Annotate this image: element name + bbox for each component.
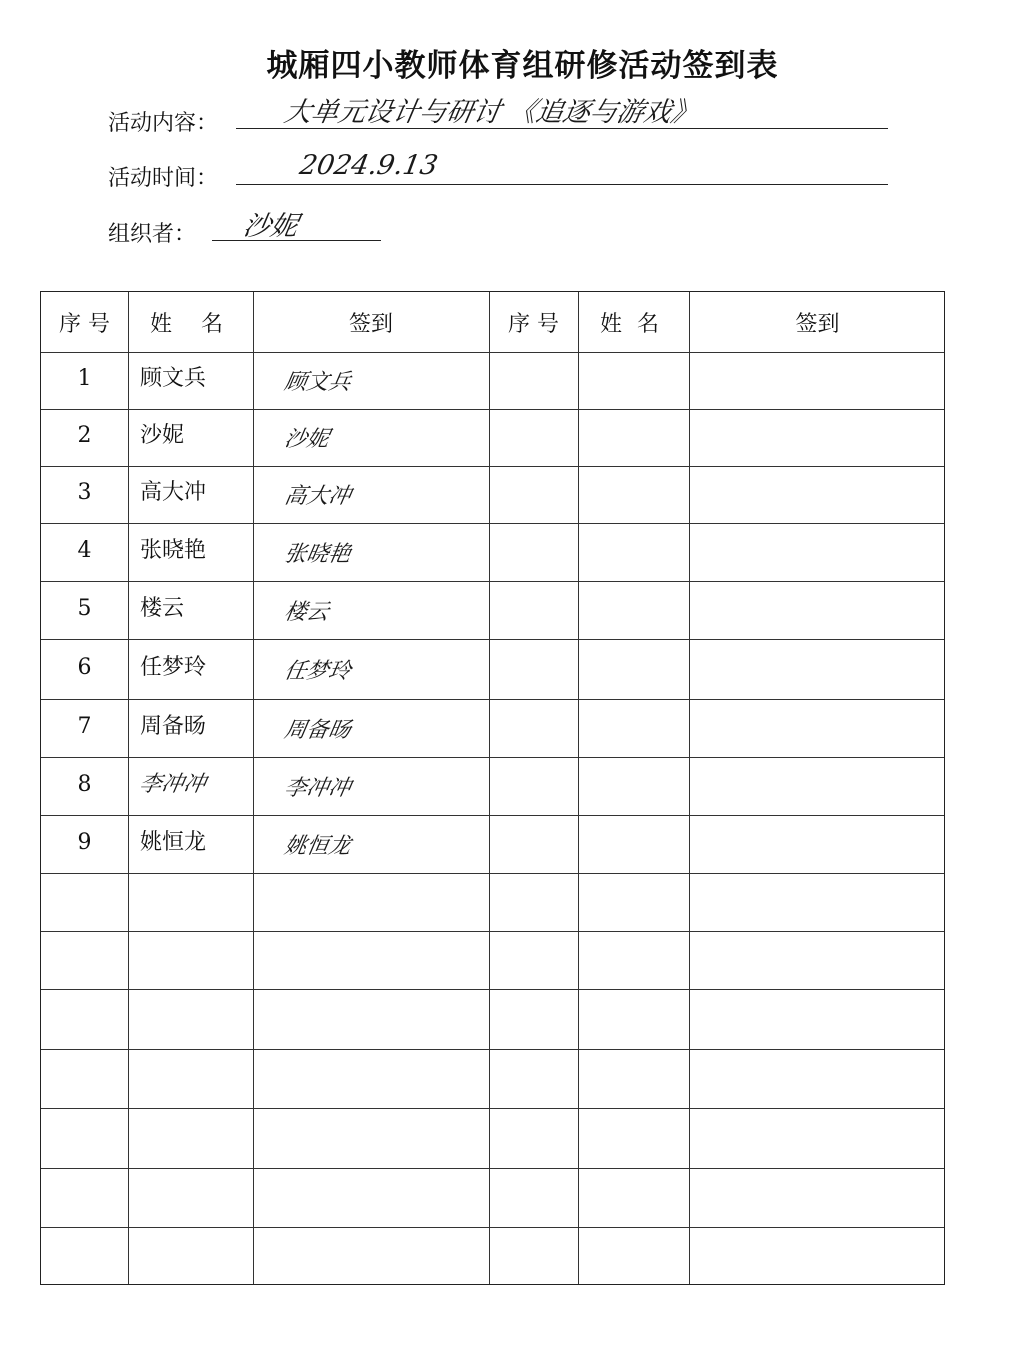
row-signature: 张晓艳	[282, 541, 353, 567]
table-column-divider	[578, 292, 579, 1284]
row-seq: 7	[77, 713, 92, 739]
table-row-divider	[41, 989, 944, 990]
header-name-second-right: 名	[637, 311, 660, 337]
row-seq: 3	[77, 480, 92, 505]
header-seq-left: 序 号	[59, 311, 110, 337]
table-column-divider	[689, 292, 690, 1284]
row-name: 高大冲	[140, 480, 207, 505]
table-row-divider	[41, 1049, 944, 1050]
row-signature: 楼云	[282, 599, 331, 625]
page-title: 城厢四小教师体育组研修活动签到表	[266, 48, 779, 84]
header-name-first-left: 姓	[150, 311, 173, 337]
organizer-underline	[212, 240, 381, 241]
table-row-divider	[41, 1168, 944, 1169]
table-row-divider	[41, 1108, 944, 1109]
row-name: 周备旸	[140, 713, 207, 739]
content-value: 大单元设计与研讨 《追逐与游戏》	[281, 97, 701, 128]
row-name: 姚恒龙	[140, 829, 207, 855]
row-seq: 4	[77, 537, 92, 563]
row-name: 任梦玲	[140, 654, 207, 680]
content-label: 活动内容：	[108, 111, 219, 136]
time-underline	[236, 184, 888, 185]
table-row-divider	[41, 931, 944, 932]
row-seq: 5	[77, 595, 92, 621]
row-signature: 高大冲	[282, 484, 353, 509]
table-row-divider	[41, 1227, 944, 1228]
row-name: 李冲冲	[137, 771, 208, 797]
time-value: 2024.9.13	[297, 150, 441, 181]
row-seq: 1	[77, 366, 92, 391]
header-sign-left: 签到	[348, 311, 393, 337]
row-signature: 李冲冲	[282, 775, 353, 801]
row-name: 顾文兵	[140, 366, 207, 391]
organizer-value: 沙妮	[240, 211, 301, 242]
sign-in-table	[40, 291, 945, 1285]
row-signature: 姚恒龙	[282, 833, 353, 859]
table-column-divider	[253, 292, 254, 1284]
row-name: 楼云	[140, 595, 185, 621]
row-signature: 沙妮	[282, 427, 331, 452]
table-column-divider	[489, 292, 490, 1284]
header-seq-right: 序 号	[508, 311, 559, 337]
table-column-divider	[128, 292, 129, 1284]
row-signature: 顾文兵	[282, 370, 353, 395]
row-seq: 6	[77, 654, 92, 680]
time-label: 活动时间：	[108, 166, 219, 191]
row-seq: 9	[77, 829, 92, 855]
organizer-label: 组织者：	[108, 222, 197, 247]
header-sign-right: 签到	[795, 311, 840, 337]
row-seq: 2	[77, 423, 92, 448]
header-name-first-right: 姓	[600, 311, 623, 337]
row-seq: 8	[77, 771, 92, 797]
row-signature: 任梦玲	[282, 658, 353, 684]
row-name: 沙妮	[140, 423, 185, 448]
table-row-divider	[41, 873, 944, 874]
row-name: 张晓艳	[140, 537, 207, 563]
header-name-second-left: 名	[201, 311, 224, 337]
row-signature: 周备旸	[282, 717, 353, 743]
